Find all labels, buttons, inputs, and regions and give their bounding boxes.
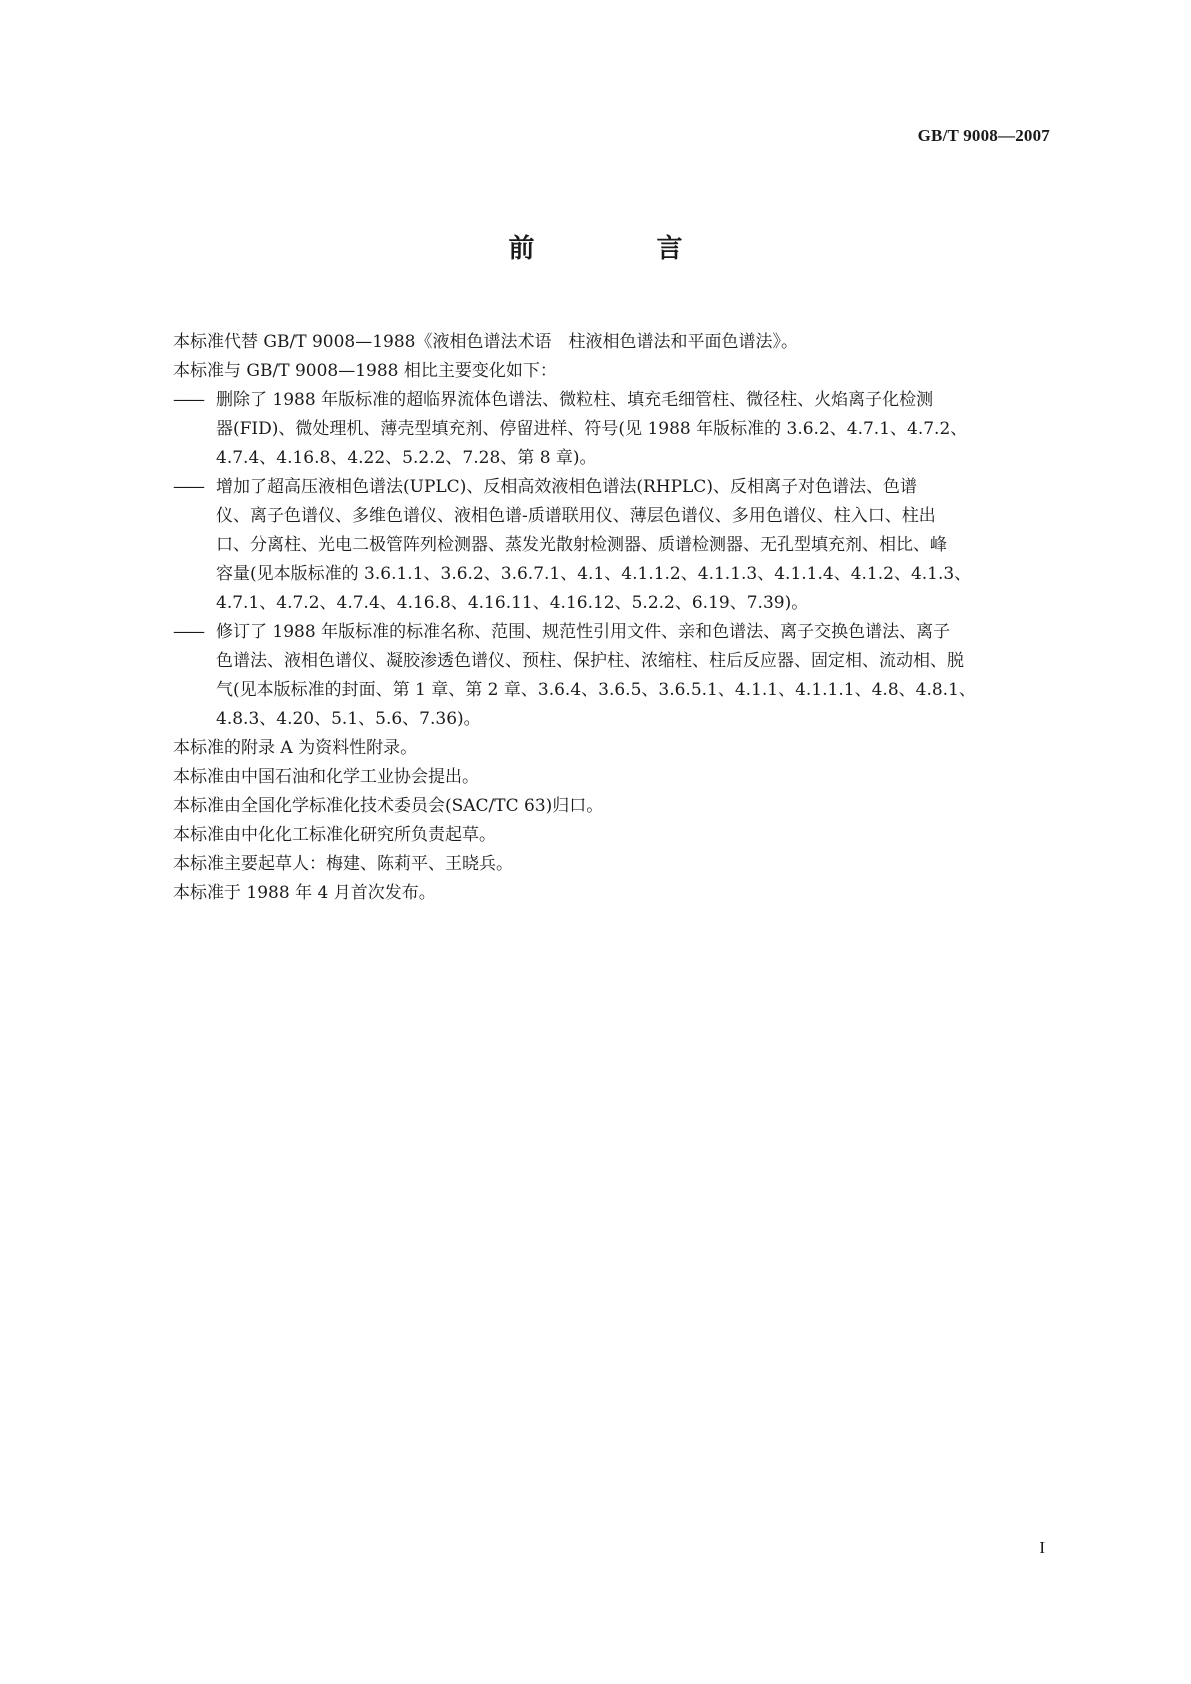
paragraph-proposer: 本标准由中国石油和化学工业协会提出。 bbox=[173, 767, 479, 787]
change-item-deleted bbox=[173, 386, 1051, 473]
change-line: 4.7.4、4.16.8、4.22、5.2.2、7.28、第 8 章)。 bbox=[216, 448, 597, 468]
dash-mark: —— bbox=[173, 390, 203, 410]
paragraph-replacement: 本标准代替 GB/T 9008—1988《液相色谱法术语 柱液相色谱法和平面色谱法》。 bbox=[173, 332, 798, 352]
dash-mark: —— bbox=[173, 622, 203, 642]
standard-code-header: GB/T 9008—2007 bbox=[917, 126, 1050, 145]
change-item-revised bbox=[173, 618, 1051, 734]
change-line: 仪、离子色谱仪、多维色谱仪、液相色谱-质谱联用仪、薄层色谱仪、多用色谱仪、柱入口、柱出 bbox=[216, 506, 936, 526]
change-line: 色谱法、液相色谱仪、凝胶渗透色谱仪、预柱、保护柱、浓缩柱、柱后反应器、固定相、流动相、脱 bbox=[216, 651, 964, 671]
change-line: 删除了 1988 年版标准的超临界流体色谱法、微粒柱、填充毛细管柱、微径柱、火焰离子化检测 bbox=[216, 390, 934, 410]
paragraph-committee: 本标准由全国化学标准化技术委员会(SAC/TC 63)归口。 bbox=[173, 796, 604, 816]
change-line: 容量(见本版标准的 3.6.1.1、3.6.2、3.6.7.1、4.1、4.1.1.2、4.1.1.3、4.1.1.4、4.1.2、4.1.3、 bbox=[216, 564, 972, 584]
paragraph-first-issue: 本标准于 1988 年 4 月首次发布。 bbox=[173, 883, 436, 903]
change-line: 气(见本版标准的封面、第 1 章、第 2 章、3.6.4、3.6.5、3.6.5.1、4.1.1、4.1.1.1、4.8、4.8.1、 bbox=[216, 680, 976, 700]
foreword-body bbox=[173, 328, 1051, 908]
change-line: 4.7.1、4.7.2、4.7.4、4.16.8、4.16.11、4.16.12、5.2.2、6.19、7.39)。 bbox=[216, 593, 809, 613]
change-item-added bbox=[173, 473, 1051, 618]
change-line: 增加了超高压液相色谱法(UPLC)、反相高效液相色谱法(RHPLC)、反相离子对色谱法、色谱 bbox=[216, 477, 917, 497]
paragraph-drafter-org: 本标准由中化化工标准化研究所负责起草。 bbox=[173, 825, 496, 845]
change-line: 器(FID)、微处理机、薄壳型填充剂、停留进样、符号(见 1988 年版标准的 3.6.2、4.7.1、4.7.2、 bbox=[216, 419, 968, 439]
paragraph-annex: 本标准的附录 A 为资料性附录。 bbox=[173, 738, 418, 758]
paragraph-drafters: 本标准主要起草人：梅建、陈莉平、王晓兵。 bbox=[173, 854, 513, 874]
change-line: 口、分离柱、光电二极管阵列检测器、蒸发光散射检测器、质谱检测器、无孔型填充剂、相比、峰 bbox=[216, 535, 947, 555]
change-line: 4.8.3、4.20、5.1、5.6、7.36)。 bbox=[216, 709, 481, 729]
page-title: 前 言 bbox=[508, 234, 731, 264]
paragraph-changes-intro: 本标准与 GB/T 9008—1988 相比主要变化如下： bbox=[173, 361, 557, 381]
page-number: I bbox=[1039, 1538, 1045, 1557]
dash-mark: —— bbox=[173, 477, 203, 497]
change-line: 修订了 1988 年版标准的标准名称、范围、规范性引用文件、亲和色谱法、离子交换色谱法、离子 bbox=[216, 622, 951, 642]
